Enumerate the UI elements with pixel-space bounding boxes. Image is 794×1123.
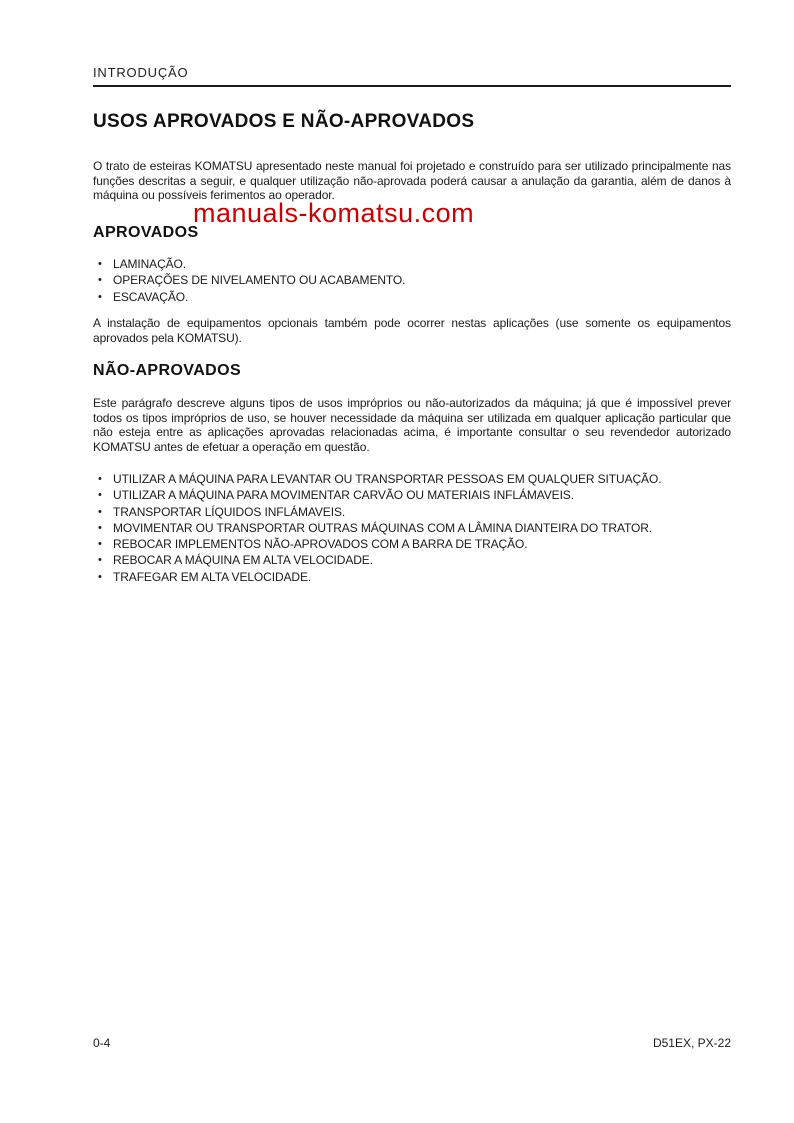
not-approved-paragraph: Este parágrafo descreve alguns tipos de usos impróprios ou não-autorizados da máquina; já que é impossível prever todos os tipos impróprios de uso, se houver necessidade da máquina ser utilizada em qualquer aplicação particular que não esteja entre as aplicações aprovadas relacionadas acima, é importante consultar o seu revendedor autorizado KOMATSU antes de efetuar a operação em questão. (93, 396, 731, 454)
bullet-icon: • (98, 258, 102, 270)
list-item (93, 520, 733, 536)
bullet-icon: • (98, 274, 102, 287)
list-item-text: TRAFEGAR EM ALTA VELOCIDADE. (113, 569, 312, 584)
bullet-icon: • (98, 489, 102, 502)
not-approved-heading: NÃO-APROVADOS (93, 362, 242, 379)
intro-paragraph: O trato de esteiras KOMATSU apresentado neste manual foi projetado e construído para ser utilizado principalmente nas funções descritas a seguir, e qualquer utilização não-aprovada poderá causar a anulação da garantia, além de danos à máquina ou possíveis ferimentos ao operador. (93, 159, 731, 203)
list-item-text: UTILIZAR A MÁQUINA PARA MOVIMENTAR CARVÃO OU MATERIAIS INFLÁMAVEIS. (113, 488, 574, 503)
list-item (93, 504, 733, 520)
approved-heading: APROVADOS (93, 224, 199, 241)
page-title: USOS APROVADOS E NÃO-APROVADOS (93, 111, 475, 132)
list-item (93, 256, 733, 272)
bullet-icon: • (98, 538, 102, 551)
bullet-icon: • (98, 521, 102, 534)
list-item-text: LAMINAÇÃO. (113, 257, 187, 271)
list-item (93, 272, 733, 288)
list-item (93, 536, 733, 552)
page-number: 0-4 (93, 1036, 111, 1050)
running-head-text: INTRODUÇÃO (93, 65, 189, 80)
not-approved-list (93, 471, 733, 585)
list-item (93, 471, 733, 487)
watermark-text: manuals-komatsu.com (193, 198, 475, 228)
list-item (93, 552, 733, 568)
page-header (93, 65, 731, 87)
page-footer (93, 1036, 731, 1050)
list-item-text: UTILIZAR A MÁQUINA PARA LEVANTAR OU TRANSPORTAR PESSOAS EM QUALQUER SITUAÇÃO. (113, 472, 662, 486)
list-item-text: ESCAVAÇÃO. (113, 289, 189, 304)
approved-list (93, 256, 733, 305)
bullet-icon: • (98, 505, 102, 518)
bullet-icon: • (98, 290, 102, 303)
list-item-text: OPERAÇÕES DE NIVELAMENTO OU ACABAMENTO. (113, 273, 406, 288)
list-item-text: REBOCAR IMPLEMENTOS NÃO-APROVADOS COM A BARRA DE TRAÇÃO. (113, 537, 528, 552)
list-item-text: TRANSPORTAR LÍQUIDOS INFLÁMAVEIS. (113, 504, 346, 519)
list-item-text: REBOCAR A MÁQUINA EM ALTA VELOCIDADE. (113, 553, 373, 568)
list-item (93, 487, 733, 503)
bullet-icon: • (98, 473, 102, 485)
list-item-text: MOVIMENTAR OU TRANSPORTAR OUTRAS MÁQUINAS COM A LÂMINA DIANTEIRA DO TRATOR. (113, 520, 653, 535)
bullet-icon: • (98, 570, 102, 583)
bullet-icon: • (98, 554, 102, 567)
list-item (93, 289, 733, 305)
approved-note-paragraph: A instalação de equipamentos opcionais também pode ocorrer nestas aplicações (use somente os equipamentos aprovados pela KOMATSU). (93, 316, 731, 345)
list-item (93, 569, 733, 585)
model-code: D51EX, PX-22 (652, 1036, 731, 1050)
